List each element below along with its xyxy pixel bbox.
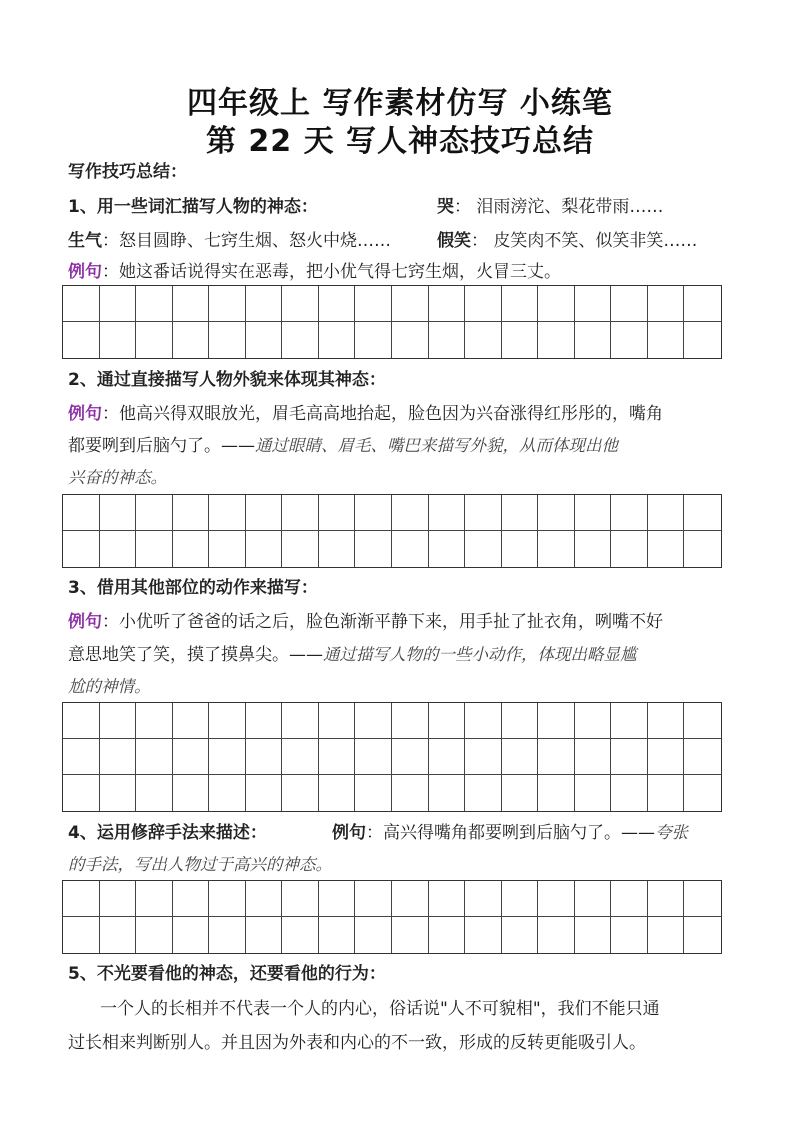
grid-cell[interactable] (684, 703, 721, 739)
grid-cell[interactable] (246, 703, 283, 739)
grid-cell[interactable] (575, 739, 612, 775)
section3-example-line2 (68, 639, 637, 671)
grid-cell[interactable] (209, 322, 246, 358)
writing-grid-4[interactable] (62, 880, 722, 954)
cry-label: 哭 (437, 197, 454, 217)
grid-cell[interactable] (282, 531, 319, 567)
grid-cell[interactable] (575, 917, 612, 953)
example-text: 都要咧到后脑勺了。—— (68, 436, 255, 456)
grid-cell[interactable] (173, 917, 210, 953)
grid-cell[interactable] (575, 703, 612, 739)
grid-cell[interactable] (282, 881, 319, 917)
cry-text: ： 泪雨滂沱、梨花带雨…… (454, 197, 664, 217)
grid-cell[interactable] (611, 917, 648, 953)
grid-cell[interactable] (63, 495, 100, 531)
section2-example-line2 (68, 430, 618, 462)
section1-cry (437, 191, 663, 223)
grid-cell[interactable] (575, 495, 612, 531)
grid-cell[interactable] (502, 531, 539, 567)
grid-cell[interactable] (282, 322, 319, 358)
section2-example-line1 (68, 398, 663, 430)
section2-heading: 2、通过直接描写人物外貌来体现其神态： (68, 370, 386, 390)
example-text: ：高兴得嘴角都要咧到后脑勺了。—— (366, 823, 655, 843)
grid-cell[interactable] (209, 775, 246, 811)
example-label: 例句 (68, 262, 102, 282)
grid-cell[interactable] (282, 739, 319, 775)
grid-cell[interactable] (502, 775, 539, 811)
grid-cell[interactable] (465, 739, 502, 775)
fake-text: ： 皮笑肉不笑、似笑非笑…… (471, 231, 698, 251)
grid-cell[interactable] (392, 495, 429, 531)
grid-cell[interactable] (100, 703, 137, 739)
writing-grid-3[interactable] (62, 702, 722, 812)
grid-cell[interactable] (502, 322, 539, 358)
grid-cell[interactable] (465, 917, 502, 953)
grid-cell[interactable] (209, 917, 246, 953)
grid-cell[interactable] (319, 286, 356, 322)
writing-grid-2[interactable] (62, 494, 722, 568)
section1-fake-smile (437, 225, 697, 257)
grid-cell[interactable] (684, 881, 721, 917)
grid-cell[interactable] (538, 881, 575, 917)
grid-cell[interactable] (246, 495, 283, 531)
grid-cell[interactable] (575, 881, 612, 917)
grid-cell[interactable] (465, 531, 502, 567)
grid-cell[interactable] (648, 495, 685, 531)
grid-cell[interactable] (355, 531, 392, 567)
grid-cell[interactable] (136, 322, 173, 358)
grid-cell[interactable] (465, 322, 502, 358)
grid-cell[interactable] (173, 739, 210, 775)
grid-cell[interactable] (355, 286, 392, 322)
grid-cell[interactable] (246, 531, 283, 567)
grid-cell[interactable] (538, 531, 575, 567)
grid-cell[interactable] (63, 917, 100, 953)
grid-cell[interactable] (538, 917, 575, 953)
grid-cell[interactable] (684, 775, 721, 811)
example-label: 例句 (68, 612, 102, 632)
grid-cell[interactable] (538, 322, 575, 358)
grid-cell[interactable] (246, 739, 283, 775)
grid-cell[interactable] (429, 531, 466, 567)
grid-cell[interactable] (319, 495, 356, 531)
grid-cell[interactable] (100, 286, 137, 322)
grid-cell[interactable] (392, 775, 429, 811)
grid-cell[interactable] (209, 703, 246, 739)
grid-cell[interactable] (355, 881, 392, 917)
grid-cell[interactable] (502, 881, 539, 917)
grid-cell[interactable] (648, 286, 685, 322)
grid-cell[interactable] (392, 286, 429, 322)
grid-cell[interactable] (392, 917, 429, 953)
grid-cell[interactable] (429, 322, 466, 358)
grid-cell[interactable] (611, 881, 648, 917)
grid-cell[interactable] (538, 703, 575, 739)
grid-cell[interactable] (173, 322, 210, 358)
grid-cell[interactable] (575, 322, 612, 358)
grid-cell[interactable] (392, 739, 429, 775)
grid-cell[interactable] (502, 703, 539, 739)
grid-cell[interactable] (246, 322, 283, 358)
grid-cell[interactable] (465, 495, 502, 531)
grid-cell[interactable] (209, 531, 246, 567)
grid-cell[interactable] (502, 286, 539, 322)
grid-cell[interactable] (355, 495, 392, 531)
grid-cell[interactable] (63, 775, 100, 811)
grid-cell[interactable] (136, 917, 173, 953)
grid-cell[interactable] (429, 881, 466, 917)
grid-cell[interactable] (319, 881, 356, 917)
grid-cell[interactable] (575, 286, 612, 322)
section3-example-line1 (68, 606, 663, 638)
grid-cell[interactable] (684, 322, 721, 358)
grid-cell[interactable] (392, 531, 429, 567)
grid-cell[interactable] (100, 322, 137, 358)
grid-cell[interactable] (173, 286, 210, 322)
section3-note-line3: 尬的神情。 (68, 677, 151, 696)
grid-cell[interactable] (648, 703, 685, 739)
grid-cell[interactable] (355, 775, 392, 811)
grid-cell[interactable] (136, 286, 173, 322)
section4-example (332, 817, 688, 849)
grid-cell[interactable] (502, 495, 539, 531)
grid-cell[interactable] (63, 322, 100, 358)
grid-cell[interactable] (100, 531, 137, 567)
grid-cell[interactable] (282, 286, 319, 322)
grid-cell[interactable] (611, 531, 648, 567)
grid-cell[interactable] (684, 286, 721, 322)
grid-cell[interactable] (429, 917, 466, 953)
section5-paragraph-line1: 一个人的长相并不代表一个人的内心，俗话说"人不可貌相"，我们不能只通 (100, 999, 660, 1019)
grid-cell[interactable] (611, 703, 648, 739)
grid-cell[interactable] (246, 286, 283, 322)
grid-cell[interactable] (173, 703, 210, 739)
grid-cell[interactable] (100, 917, 137, 953)
section5-paragraph-line2: 过长相来判断别人。并且因为外表和内心的不一致，形成的反转更能吸引人。 (68, 1033, 646, 1053)
grid-cell[interactable] (611, 775, 648, 811)
grid-cell[interactable] (465, 703, 502, 739)
grid-cell[interactable] (246, 775, 283, 811)
grid-cell[interactable] (282, 703, 319, 739)
grid-cell[interactable] (319, 703, 356, 739)
title-line-2: 第 22 天 写人神态技巧总结 (205, 124, 595, 159)
grid-cell[interactable] (611, 286, 648, 322)
grid-cell[interactable] (209, 495, 246, 531)
example-text: 意思地笑了笑，摸了摸鼻尖。—— (68, 645, 323, 665)
grid-cell[interactable] (611, 739, 648, 775)
section1-example (68, 256, 561, 288)
section3-heading: 3、借用其他部位的动作来描写： (68, 578, 318, 598)
grid-cell[interactable] (648, 322, 685, 358)
grid-cell[interactable] (173, 531, 210, 567)
grid-cell[interactable] (319, 775, 356, 811)
grid-cell[interactable] (355, 322, 392, 358)
grid-cell[interactable] (684, 495, 721, 531)
grid-cell[interactable] (648, 881, 685, 917)
grid-cell[interactable] (100, 739, 137, 775)
intro-heading: 写作技巧总结： (68, 162, 187, 182)
grid-cell[interactable] (611, 322, 648, 358)
grid-cell[interactable] (136, 881, 173, 917)
grid-cell[interactable] (319, 531, 356, 567)
angry-label: 生气 (68, 231, 102, 251)
grid-cell[interactable] (355, 739, 392, 775)
grid-cell[interactable] (684, 917, 721, 953)
grid-cell[interactable] (319, 739, 356, 775)
grid-cell[interactable] (319, 322, 356, 358)
handwritten-note: 夸张 (655, 823, 688, 842)
grid-cell[interactable] (465, 881, 502, 917)
grid-cell[interactable] (136, 495, 173, 531)
grid-cell[interactable] (63, 881, 100, 917)
section2-note-line3: 兴奋的神态。 (68, 468, 167, 487)
grid-cell[interactable] (173, 775, 210, 811)
grid-cell[interactable] (173, 495, 210, 531)
grid-cell[interactable] (209, 286, 246, 322)
grid-cell[interactable] (136, 531, 173, 567)
section5-heading: 5、不光要看他的神态，还要看他的行为： (68, 964, 386, 984)
grid-cell[interactable] (246, 881, 283, 917)
grid-cell[interactable] (63, 531, 100, 567)
grid-cell[interactable] (100, 881, 137, 917)
grid-cell[interactable] (355, 917, 392, 953)
example-label: 例句 (332, 823, 366, 843)
grid-cell[interactable] (282, 917, 319, 953)
grid-cell[interactable] (465, 286, 502, 322)
grid-cell[interactable] (355, 703, 392, 739)
grid-cell[interactable] (538, 775, 575, 811)
grid-cell[interactable] (611, 495, 648, 531)
grid-cell[interactable] (63, 703, 100, 739)
section1-angry (68, 225, 391, 257)
grid-cell[interactable] (63, 739, 100, 775)
grid-cell[interactable] (282, 495, 319, 531)
grid-cell[interactable] (538, 286, 575, 322)
section4-note-line2: 的手法，写出人物过于高兴的神态。 (68, 855, 332, 874)
fake-label: 假笑 (437, 231, 471, 251)
angry-text: ：怒目圆睁、七窍生烟、怒火中烧…… (102, 231, 391, 251)
grid-cell[interactable] (319, 917, 356, 953)
grid-cell[interactable] (575, 775, 612, 811)
grid-cell[interactable] (538, 739, 575, 775)
grid-cell[interactable] (465, 775, 502, 811)
grid-cell[interactable] (429, 775, 466, 811)
grid-cell[interactable] (173, 881, 210, 917)
grid-cell[interactable] (282, 775, 319, 811)
grid-cell[interactable] (246, 917, 283, 953)
grid-cell[interactable] (392, 881, 429, 917)
title-line-1: 四年级上 写作素材仿写 小练笔 (187, 86, 613, 121)
grid-cell[interactable] (648, 917, 685, 953)
grid-cell[interactable] (429, 495, 466, 531)
handwritten-note: 通过描写人物的一些小动作，体现出略显尴 (323, 645, 637, 664)
grid-cell[interactable] (429, 739, 466, 775)
grid-cell[interactable] (429, 703, 466, 739)
grid-cell[interactable] (648, 739, 685, 775)
handwritten-note: 通过眼睛、眉毛、嘴巴来描写外貌，从而体现出他 (255, 436, 618, 455)
example-label: 例句 (68, 404, 102, 424)
grid-cell[interactable] (538, 495, 575, 531)
example-text: ：小优听了爸爸的话之后，脸色渐渐平静下来，用手扯了扯衣角，咧嘴不好 (102, 612, 663, 632)
grid-cell[interactable] (684, 739, 721, 775)
grid-cell[interactable] (429, 286, 466, 322)
grid-cell[interactable] (209, 739, 246, 775)
grid-cell[interactable] (684, 531, 721, 567)
writing-grid-1[interactable] (62, 285, 722, 359)
grid-cell[interactable] (136, 775, 173, 811)
example-text: ：他高兴得双眼放光，眉毛高高地抬起，脸色因为兴奋涨得红彤彤的，嘴角 (102, 404, 663, 424)
grid-cell[interactable] (392, 703, 429, 739)
grid-cell[interactable] (136, 703, 173, 739)
grid-cell[interactable] (502, 917, 539, 953)
grid-cell[interactable] (63, 286, 100, 322)
grid-cell[interactable] (209, 881, 246, 917)
section1-heading: 1、用一些词汇描写人物的神态： (68, 197, 318, 217)
grid-cell[interactable] (392, 322, 429, 358)
grid-cell[interactable] (648, 531, 685, 567)
grid-cell[interactable] (502, 739, 539, 775)
grid-cell[interactable] (136, 739, 173, 775)
grid-cell[interactable] (648, 775, 685, 811)
grid-cell[interactable] (100, 775, 137, 811)
example-text: ：她这番话说得实在恶毒，把小优气得七窍生烟，火冒三丈。 (102, 262, 561, 282)
grid-cell[interactable] (100, 495, 137, 531)
grid-cell[interactable] (575, 531, 612, 567)
section4-heading: 4、运用修辞手法来描述： (68, 823, 267, 843)
